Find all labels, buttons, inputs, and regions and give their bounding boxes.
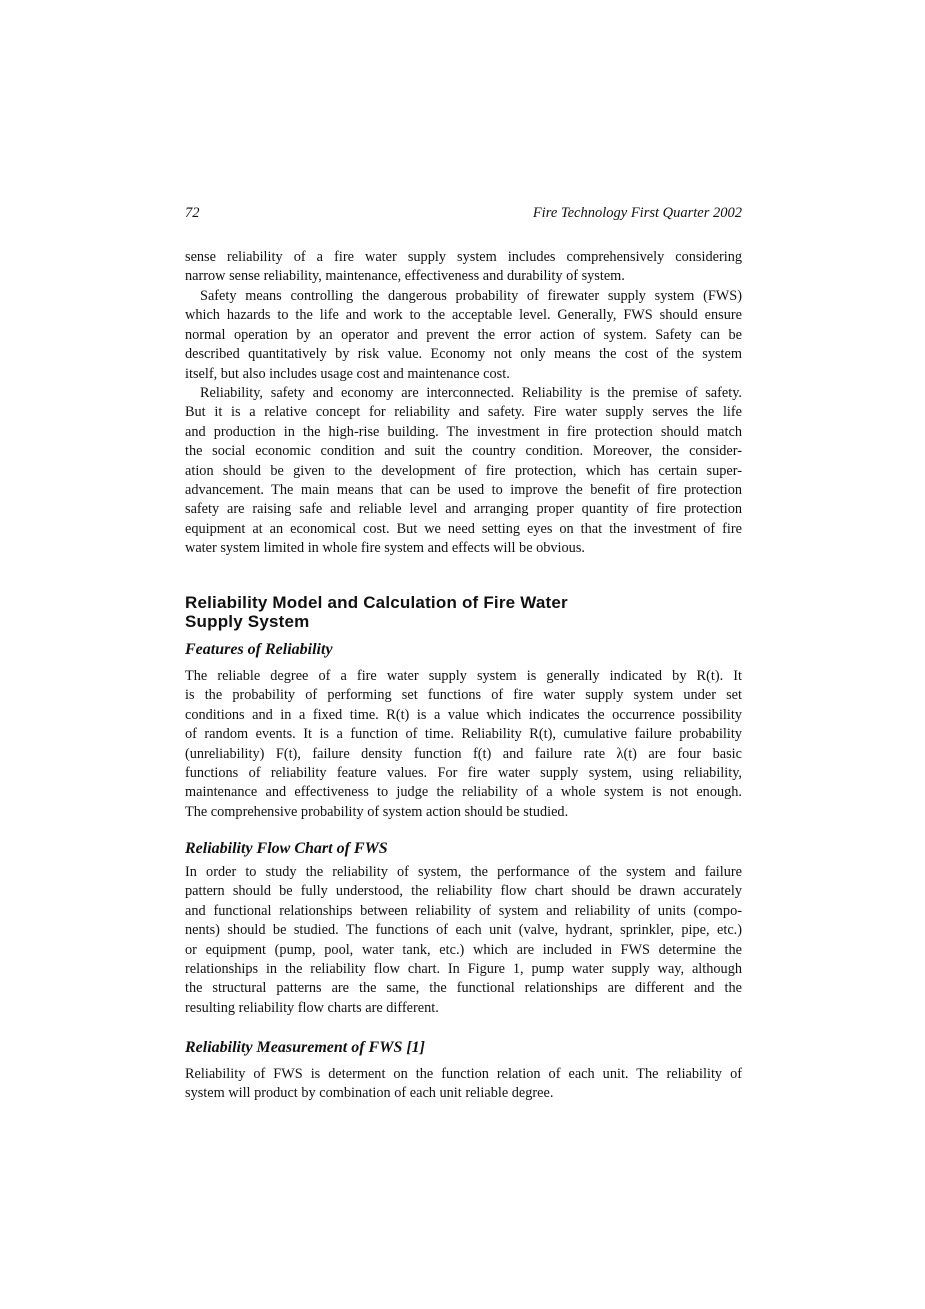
text-line: safety are raising safe and reliable level and arranging proper quantity of fire protection: [185, 501, 742, 518]
text-line: or equipment (pump, pool, water tank, etc.) which are included in FWS determine the: [185, 941, 742, 958]
text-line: equipment at an economical cost. But we need setting eyes on that the investment of fire: [185, 520, 742, 537]
text-line: is the probability of performing set functions of fire water supply system under set: [185, 687, 742, 704]
paragraph: [185, 863, 742, 1018]
text-line: which hazards to the life and work to the acceptable level. Generally, FWS should ensure: [185, 307, 742, 324]
paragraph: [185, 667, 742, 822]
text-line: and production in the high-rise building. The investment in fire protection should match: [185, 423, 742, 440]
text-line: ation should be given to the development of fire protection, which has certain super-: [185, 462, 742, 479]
subheading-flow-chart: Reliability Flow Chart of FWS: [185, 840, 388, 857]
page-number: 72: [185, 205, 200, 221]
text-line: system will product by combination of each unit reliable degree.: [185, 1085, 554, 1102]
text-line: relationships in the reliability flow chart. In Figure 1, pump water supply way, although: [185, 960, 742, 977]
text-line: But it is a relative concept for reliability and safety. Fire water supply serves the life: [185, 404, 742, 421]
text-line: nents) should be studied. The functions of each unit (valve, hydrant, sprinkler, pipe, etc.): [185, 922, 742, 939]
text-line: normal operation by an operator and prevent the error action of system. Safety can be: [185, 326, 742, 343]
subheading-measurement: Reliability Measurement of FWS [1]: [185, 1039, 425, 1056]
text-line: narrow sense reliability, maintenance, effectiveness and durability of system.: [185, 268, 625, 285]
section-heading-line: Reliability Model and Calculation of Fire Water: [185, 593, 568, 612]
text-line: of random events. It is a function of time. Reliability R(t), cumulative failure probability: [185, 726, 742, 743]
text-line: Safety means controlling the dangerous probability of firewater supply system (FWS): [200, 288, 742, 304]
text-line: the structural patterns are the same, the functional relationships are different and the: [185, 980, 742, 997]
section-heading: [185, 594, 568, 631]
text-line: The comprehensive probability of system action should be studied.: [185, 803, 569, 820]
paragraph: [185, 1065, 742, 1104]
text-line: In order to study the reliability of system, the performance of the system and failure: [185, 864, 742, 880]
text-line: sense reliability of a fire water supply system includes comprehensively considering: [185, 249, 742, 265]
section-heading-line: Supply System: [185, 611, 310, 631]
running-title: Fire Technology First Quarter 2002: [532, 205, 742, 221]
text-line: Reliability of FWS is determent on the function relation of each unit. The reliability of: [185, 1066, 742, 1082]
text-line: pattern should be fully understood, the reliability flow chart should be drawn accurately: [185, 883, 742, 900]
text-line: functions of reliability feature values. For fire water supply system, using reliability,: [185, 764, 742, 781]
text-line: (unreliability) F(t), failure density function f(t) and failure rate λ(t) are four basic: [185, 745, 742, 762]
text-line: the social economic condition and suit the country condition. Moreover, the consider-: [185, 443, 742, 460]
text-line: resulting reliability flow charts are different.: [185, 999, 439, 1016]
text-line: advancement. The main means that can be used to improve the benefit of fire protection: [185, 481, 742, 498]
text-line: maintenance and effectiveness to judge the reliability of a whole system is not enough.: [185, 784, 742, 801]
text-line: water system limited in whole fire system and effects will be obvious.: [185, 540, 585, 557]
text-line: and functional relationships between reliability of system and reliability of units (compo-: [185, 902, 742, 919]
text-line: Reliability, safety and economy are interconnected. Reliability is the premise of safety.: [200, 385, 742, 401]
paragraph: [185, 384, 742, 559]
paragraph: [185, 287, 742, 384]
text-line: described quantitatively by risk value. Economy not only means the cost of the system: [185, 346, 742, 363]
paragraph: [185, 248, 742, 287]
text-line: itself, but also includes usage cost and maintenance cost.: [185, 365, 510, 382]
subheading-features: Features of Reliability: [185, 641, 333, 658]
text-line: The reliable degree of a fire water supply system is generally indicated by R(t). It: [185, 668, 742, 684]
text-line: conditions and in a fixed time. R(t) is a value which indicates the occurrence possibility: [185, 706, 742, 723]
